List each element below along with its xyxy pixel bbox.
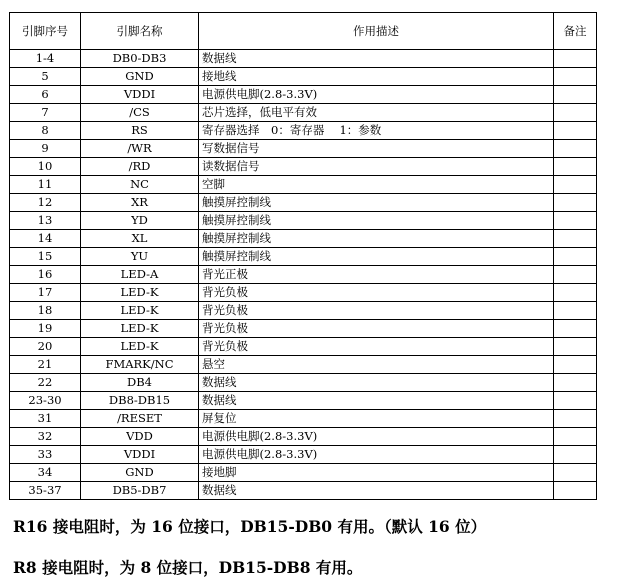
header-row (10, 13, 597, 50)
table-row (10, 176, 597, 194)
function-cell: 背光负极 (199, 302, 554, 320)
pin-name-cell: LED-K (81, 320, 199, 338)
table-row (10, 140, 597, 158)
remark-cell (554, 320, 597, 338)
pin-name-cell: NC (81, 176, 199, 194)
table-row (10, 230, 597, 248)
pin-no-cell: 5 (10, 68, 81, 86)
function-cell: 写数据信号 (199, 140, 554, 158)
table-row (10, 428, 597, 446)
table-row (10, 464, 597, 482)
pin-no-cell: 6 (10, 86, 81, 104)
function-cell: 读数据信号 (199, 158, 554, 176)
pin-no-cell: 23-30 (10, 392, 81, 410)
note-r16: R16 接电阻时，为 16 位接口，DB15-DB0 有用。（默认 16 位） (13, 517, 487, 536)
pin-name-cell: LED-K (81, 284, 199, 302)
table-row (10, 320, 597, 338)
function-cell: 接地线 (199, 68, 554, 86)
header-remark: 备注 (554, 13, 597, 50)
pin-name-cell: FMARK/NC (81, 356, 199, 374)
table-row (10, 248, 597, 266)
remark-cell (554, 464, 597, 482)
remark-cell (554, 50, 597, 68)
header-pin-name: 引脚名称 (81, 13, 199, 50)
remark-cell (554, 104, 597, 122)
pin-name-cell: /RESET (81, 410, 199, 428)
pin-no-cell: 35-37 (10, 482, 81, 500)
remark-cell (554, 338, 597, 356)
table-row (10, 392, 597, 410)
note-r8: R8 接电阻时，为 8 位接口，DB15-DB8 有用。 (13, 558, 363, 577)
table-row (10, 302, 597, 320)
table-row (10, 212, 597, 230)
pin-no-cell: 10 (10, 158, 81, 176)
table-row (10, 374, 597, 392)
pin-no-cell: 22 (10, 374, 81, 392)
table-row (10, 482, 597, 500)
remark-cell (554, 356, 597, 374)
table-row (10, 446, 597, 464)
pin-no-cell: 1-4 (10, 50, 81, 68)
remark-cell (554, 374, 597, 392)
table-row (10, 356, 597, 374)
pin-no-cell: 14 (10, 230, 81, 248)
function-cell: 接地脚 (199, 464, 554, 482)
table-row (10, 68, 597, 86)
pin-name-cell: VDDI (81, 86, 199, 104)
table-row (10, 410, 597, 428)
pin-no-cell: 16 (10, 266, 81, 284)
pin-no-cell: 12 (10, 194, 81, 212)
pin-no-cell: 32 (10, 428, 81, 446)
pin-name-cell: DB4 (81, 374, 199, 392)
remark-cell (554, 212, 597, 230)
remark-cell (554, 86, 597, 104)
pin-name-cell: YU (81, 248, 199, 266)
pin-name-cell: GND (81, 68, 199, 86)
function-cell: 触摸屏控制线 (199, 230, 554, 248)
function-cell: 悬空 (199, 356, 554, 374)
function-cell: 背光负极 (199, 338, 554, 356)
pin-no-cell: 34 (10, 464, 81, 482)
pin-no-cell: 15 (10, 248, 81, 266)
function-cell: 电源供电脚(2.8-3.3V) (199, 86, 554, 104)
function-cell: 屏复位 (199, 410, 554, 428)
pin-name-cell: VDD (81, 428, 199, 446)
remark-cell (554, 410, 597, 428)
header-pin-no: 引脚序号 (10, 13, 81, 50)
table-row (10, 194, 597, 212)
pin-name-cell: VDDI (81, 446, 199, 464)
function-cell: 背光正极 (199, 266, 554, 284)
function-cell: 数据线 (199, 482, 554, 500)
pin-name-cell: LED-K (81, 338, 199, 356)
remark-cell (554, 194, 597, 212)
table-row (10, 122, 597, 140)
remark-cell (554, 284, 597, 302)
pin-no-cell: 11 (10, 176, 81, 194)
pin-name-cell: LED-A (81, 266, 199, 284)
pin-name-cell: DB5-DB7 (81, 482, 199, 500)
remark-cell (554, 140, 597, 158)
table-row (10, 104, 597, 122)
function-cell: 空脚 (199, 176, 554, 194)
remark-cell (554, 302, 597, 320)
remark-cell (554, 428, 597, 446)
pin-no-cell: 20 (10, 338, 81, 356)
remark-cell (554, 248, 597, 266)
pin-name-cell: YD (81, 212, 199, 230)
pin-no-cell: 21 (10, 356, 81, 374)
table-row (10, 338, 597, 356)
table-row (10, 86, 597, 104)
pin-name-cell: RS (81, 122, 199, 140)
pin-no-cell: 8 (10, 122, 81, 140)
pin-name-cell: DB0-DB3 (81, 50, 199, 68)
pin-no-cell: 13 (10, 212, 81, 230)
function-cell: 寄存器选择 0：寄存器 1：参数 (199, 122, 554, 140)
pin-no-cell: 17 (10, 284, 81, 302)
pin-name-cell: /CS (81, 104, 199, 122)
remark-cell (554, 392, 597, 410)
function-cell: 背光负极 (199, 284, 554, 302)
remark-cell (554, 176, 597, 194)
pin-no-cell: 9 (10, 140, 81, 158)
remark-cell (554, 68, 597, 86)
pin-table (9, 12, 597, 500)
pin-no-cell: 33 (10, 446, 81, 464)
pin-name-cell: /RD (81, 158, 199, 176)
pin-name-cell: XL (81, 230, 199, 248)
remark-cell (554, 266, 597, 284)
function-cell: 背光负极 (199, 320, 554, 338)
pin-no-cell: 31 (10, 410, 81, 428)
table-row (10, 266, 597, 284)
function-cell: 数据线 (199, 50, 554, 68)
table-row (10, 50, 597, 68)
pin-name-cell: LED-K (81, 302, 199, 320)
remark-cell (554, 230, 597, 248)
pin-no-cell: 19 (10, 320, 81, 338)
function-cell: 数据线 (199, 374, 554, 392)
function-cell: 触摸屏控制线 (199, 194, 554, 212)
function-cell: 触摸屏控制线 (199, 212, 554, 230)
function-cell: 电源供电脚(2.8-3.3V) (199, 446, 554, 464)
pin-no-cell: 7 (10, 104, 81, 122)
table-row (10, 158, 597, 176)
remark-cell (554, 122, 597, 140)
header-function: 作用描述 (199, 13, 554, 50)
table-row (10, 284, 597, 302)
pin-no-cell: 18 (10, 302, 81, 320)
remark-cell (554, 158, 597, 176)
remark-cell (554, 482, 597, 500)
pin-name-cell: DB8-DB15 (81, 392, 199, 410)
pin-name-cell: GND (81, 464, 199, 482)
function-cell: 数据线 (199, 392, 554, 410)
function-cell: 芯片选择，低电平有效 (199, 104, 554, 122)
pin-name-cell: /WR (81, 140, 199, 158)
pin-name-cell: XR (81, 194, 199, 212)
remark-cell (554, 446, 597, 464)
function-cell: 触摸屏控制线 (199, 248, 554, 266)
function-cell: 电源供电脚(2.8-3.3V) (199, 428, 554, 446)
